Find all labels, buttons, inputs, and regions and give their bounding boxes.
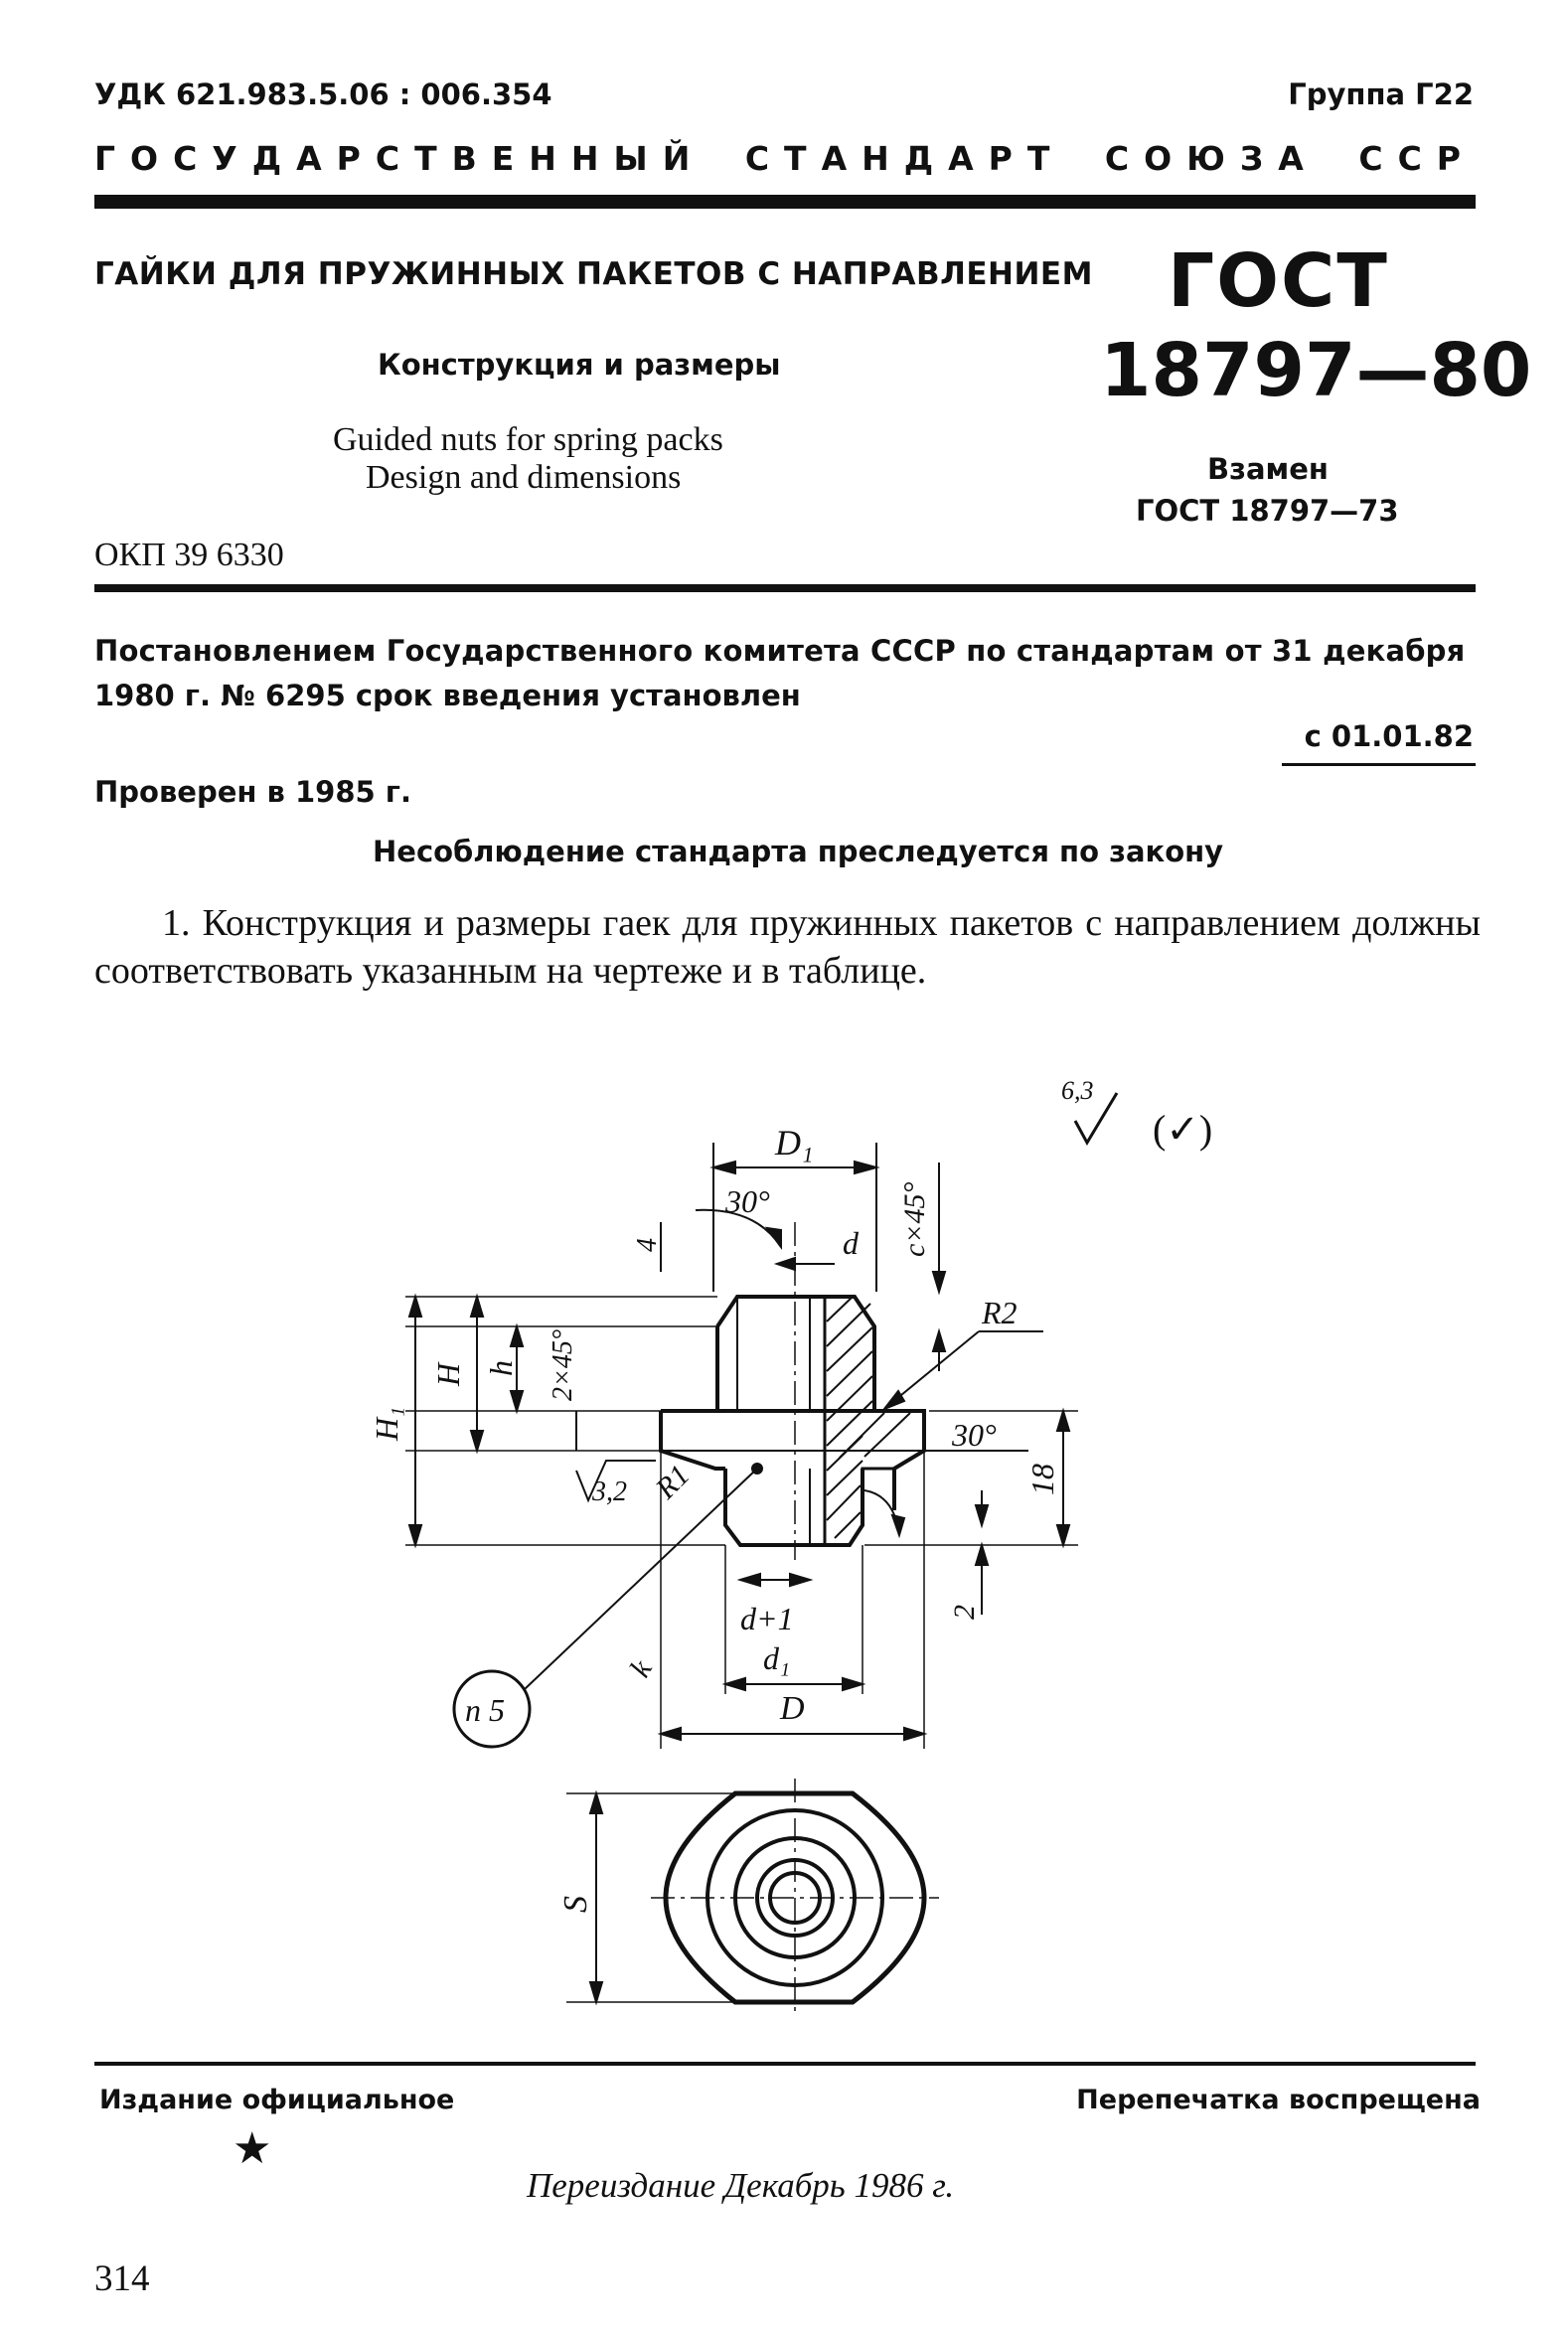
legal-notice: Несоблюдение стандарта преследуется по закону [373,835,1224,868]
angle-right-label: 30° [952,1417,997,1453]
dim-left-stack [369,1297,725,1545]
dim-D-label: D [780,1690,805,1727]
roughness-rest: (✓) [1153,1107,1213,1152]
reprint-notice: Перепечатка воспрещена [1076,2085,1481,2115]
dim-2-label: 2 [948,1605,981,1620]
chamfer-label: c×45° [898,1181,931,1257]
dim-angle-right [864,1417,1028,1535]
callout-n5-label: п 5 [465,1692,505,1728]
state-word-1: ГОСУДАРСТВЕННЫЙ [94,139,706,178]
gost-number: 18797—80 [1100,328,1532,413]
okp-code: ОКП 39 6330 [94,537,284,573]
dim-d-label: d [843,1225,859,1261]
dim-d1-label: d₁ [763,1640,791,1676]
dim-2x45-label: 2×45° [548,1328,578,1401]
paragraph-1: 1. Конструкция и размеры гаек для пружинных пакетов с направлением должны соответствовать указанным на чертеже и в таблице. [94,902,1481,992]
dim-D1-label: D₁ [775,1123,814,1163]
english-subtitle: Design and dimensions [366,459,682,496]
dim-H1-label: H₁ [369,1406,404,1441]
dim-d [777,1225,860,1270]
r2-label: R2 [982,1295,1018,1330]
dim-chamfer-c [898,1163,945,1371]
angle-top-label: 30° [725,1183,770,1219]
roughness-32-label: 3,2 [592,1476,627,1507]
r1-label: R1 [649,1459,697,1505]
english-title: Guided nuts for spring packs [333,421,723,458]
group-code: Группа Г22 [1288,78,1474,111]
replaces-label: Взамен [1207,452,1329,486]
dim-R2 [884,1295,1043,1409]
effective-date: с 01.01.82 [1304,719,1474,753]
nut-top-view [651,1779,939,2017]
document-subtitle: Конструкция и размеры [378,348,781,382]
dim-4-label: 4 [632,1238,663,1252]
gost-label: ГОСТ [1168,238,1389,324]
state-word-3: СОЮЗА [1104,139,1319,178]
dim-4 [632,1222,663,1272]
edition-label: Издание официальное [99,2085,455,2115]
decree-line-2: 1980 г. № 6295 срок введения установлен [94,679,801,712]
dim-18-label: 18 [1024,1464,1060,1495]
roughness-symbol [1061,1076,1212,1152]
roughness-value: 6,3 [1061,1076,1094,1105]
nut-section-view [661,1297,924,1545]
section-hatching [825,1297,924,1545]
replaces-gost: ГОСТ 18797—73 [1136,494,1399,528]
dim-2 [948,1490,988,1620]
dim-R1 [576,1459,697,1507]
dim-k-label: k [623,1654,659,1683]
document-title: ГАЙКИ ДЛЯ ПРУЖИННЫХ ПАКЕТОВ С НАПРАВЛЕНИЕМ [94,256,1093,292]
checked-year: Проверен в 1985 г. [94,775,411,809]
reissue-note: Переиздание Декабрь 1986 г. [527,2166,955,2205]
dim-S-label: S [557,1896,594,1913]
dim-angle-top [696,1183,781,1247]
page-number: 314 [94,2258,150,2299]
state-word-4: ССР [1358,139,1476,178]
footer-rule [94,2062,1476,2066]
state-word-2: СТАНДАРТ [744,139,1065,178]
udk-code: УДК 621.983.5.06 : 006.354 [94,78,552,111]
decree-line-1: Постановлением Государственного комитета СССР по стандартам от 31 декабря [94,634,1466,668]
dim-H-label: H [430,1362,466,1386]
star-icon: ★ [233,2123,272,2174]
dim-d-plus-1-label: d+1 [740,1601,794,1636]
dim-h-label: h [483,1360,519,1376]
